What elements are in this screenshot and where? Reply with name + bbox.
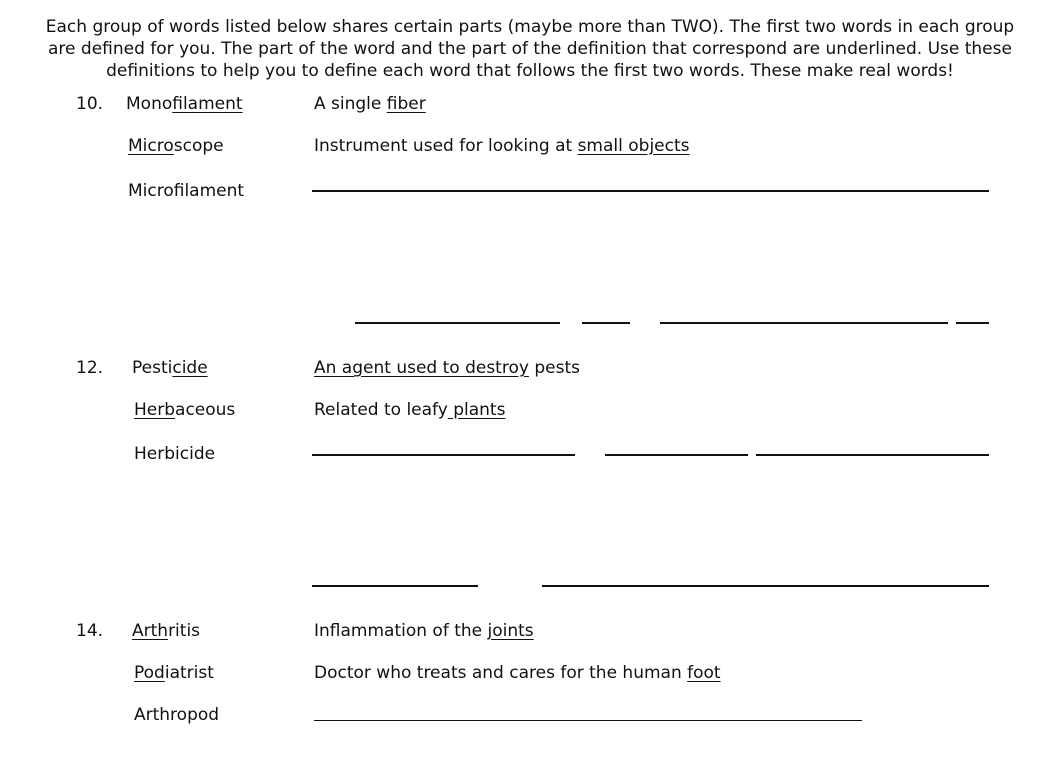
group-10-number: 10. bbox=[76, 94, 104, 114]
group-10-answer-line[interactable] bbox=[312, 190, 989, 192]
group-10-definition1: A single fiber bbox=[314, 94, 426, 114]
group-14-word2: Podiatrist bbox=[134, 663, 214, 683]
instructions-paragraph: Each group of words listed below shares certain parts (maybe more than TWO). The first two words in each group are defined for you. The part of the word and the part of the definition that correspond are underlined. Use these definitions to help you to define each word that follows the first two words. These make real words! bbox=[45, 17, 1015, 81]
group-14-definition1: Inflammation of the joints bbox=[314, 621, 534, 641]
line-gap bbox=[948, 321, 956, 325]
group-12-answer-line[interactable] bbox=[312, 454, 989, 456]
group-12-definition1: An agent used to destroy pests bbox=[314, 358, 580, 378]
group-12-word1: Pesticide bbox=[132, 358, 208, 378]
group-14-answer-line[interactable] bbox=[314, 720, 862, 721]
group-10-word1: Monofilament bbox=[126, 94, 243, 114]
line-gap bbox=[630, 321, 660, 325]
group-12-number: 12. bbox=[76, 358, 104, 378]
group-14-definition2: Doctor who treats and cares for the human foot bbox=[314, 663, 721, 683]
erased-answer-line bbox=[355, 322, 989, 324]
group-12-definition2: Related to leafy plants bbox=[314, 400, 506, 420]
line-gap bbox=[575, 453, 605, 457]
group-14-number: 14. bbox=[76, 621, 104, 641]
group-12-word2: Herbaceous bbox=[134, 400, 236, 420]
erased-answer-line bbox=[312, 585, 989, 587]
group-10-word3: Microfilament bbox=[128, 181, 245, 201]
group-10-word2: Microscope bbox=[128, 136, 224, 156]
line-gap bbox=[560, 321, 582, 325]
group-12-word3: Herbicide bbox=[134, 444, 216, 464]
line-gap bbox=[478, 584, 542, 588]
group-14-word1: Arthritis bbox=[132, 621, 201, 641]
line-gap bbox=[748, 453, 756, 457]
group-14-word3: Arthropod bbox=[134, 705, 220, 725]
group-10-definition2: Instrument used for looking at small objects bbox=[314, 136, 690, 156]
